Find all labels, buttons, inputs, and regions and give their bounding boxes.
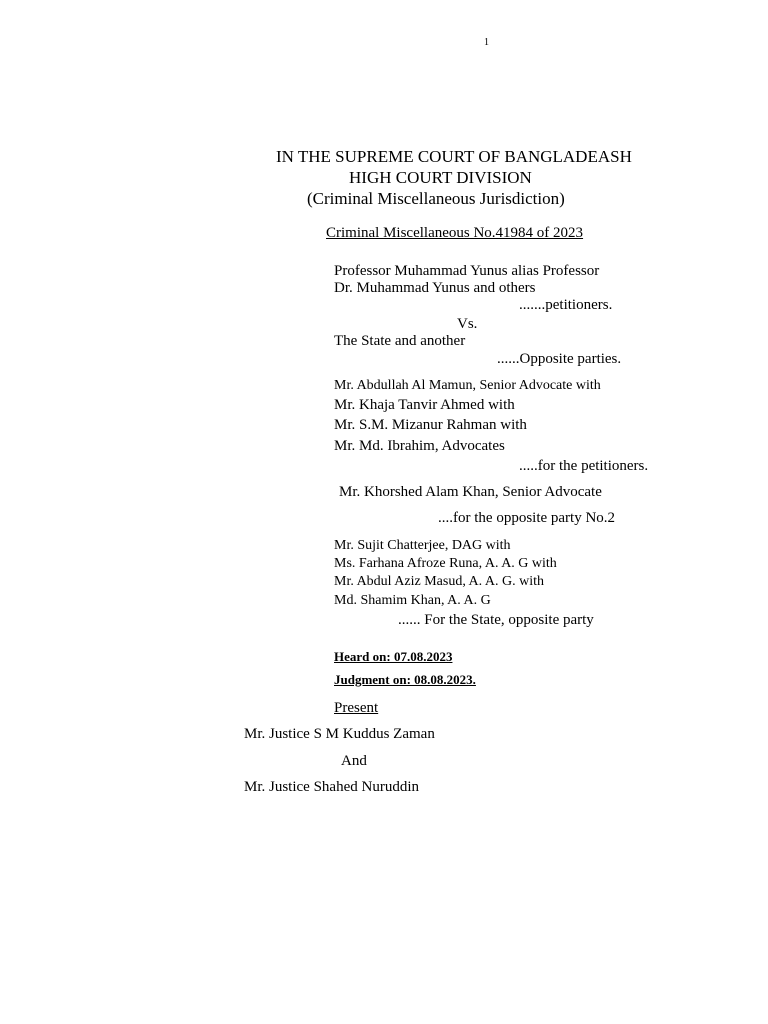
judgment-date: Judgment on: 08.08.2023. [334,672,476,687]
state-counsel-role: ...... For the State, opposite party [398,612,594,628]
opposite-counsel: Mr. Khorshed Alam Khan, Senior Advocate [339,484,602,500]
petitioner-counsel-3: Mr. S.M. Mizanur Rahman with [334,417,527,433]
state-counsel-1: Mr. Sujit Chatterjee, DAG with [334,538,511,553]
opposite-party: The State and another [334,333,466,349]
division-title: HIGH COURT DIVISION [349,168,532,187]
state-counsel-3: Mr. Abdul Aziz Masud, A. A. G. with [334,574,545,589]
petitioner-counsel-1: Mr. Abdullah Al Mamun, Senior Advocate with [334,378,601,393]
petitioner-line-1: Professor Muhammad Yunus alias Professor [334,263,600,279]
petitioner-counsel-2: Mr. Khaja Tanvir Ahmed with [334,397,515,413]
heard-date: Heard on: 07.08.2023 [334,649,453,664]
court-title: IN THE SUPREME COURT OF BANGLADEASH [276,147,632,166]
petitioner-counsel-4: Mr. Md. Ibrahim, Advocates [334,438,505,454]
state-counsel-4: Md. Shamim Khan, A. A. G [334,593,491,608]
justice-2: Mr. Justice Shahed Nuruddin [244,779,419,795]
petitioner-line-2: Dr. Muhammad Yunus and others [334,280,536,296]
and-label: And [341,753,367,769]
opposite-counsel-role: ....for the opposite party No.2 [438,510,616,526]
justice-1: Mr. Justice S M Kuddus Zaman [244,726,435,742]
state-counsel-2: Ms. Farhana Afroze Runa, A. A. G with [334,556,557,571]
versus: Vs. [457,316,478,332]
present-label: Present [334,700,379,716]
petitioner-counsel-role: .....for the petitioners. [519,458,649,474]
opposite-role: ......Opposite parties. [497,351,622,367]
petitioner-role: .......petitioners. [519,297,613,313]
jurisdiction-title: (Criminal Miscellaneous Jurisdiction) [307,189,565,208]
page-number: 1 [484,37,489,48]
case-number: Criminal Miscellaneous No.41984 of 2023 [326,225,584,241]
